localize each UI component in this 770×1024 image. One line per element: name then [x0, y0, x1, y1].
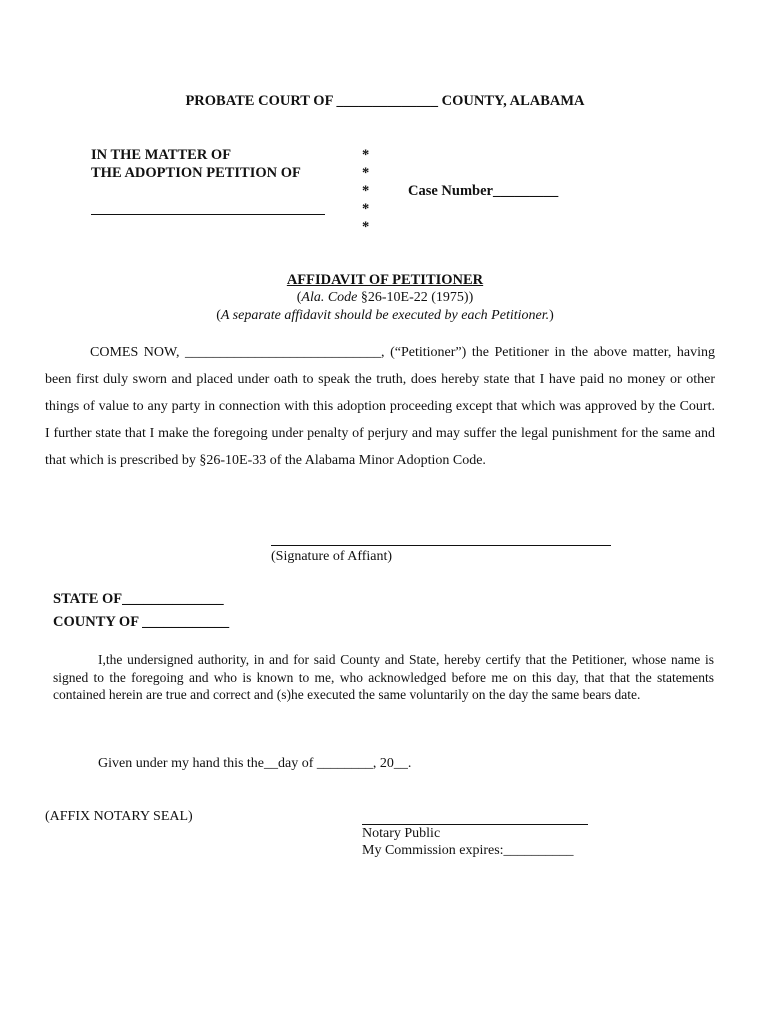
signature-caption: (Signature of Affiant)	[271, 549, 393, 564]
separate-affidavit-note	[0, 308, 770, 324]
caption-star: *	[362, 201, 370, 217]
notary-certification	[53, 651, 714, 704]
affix-notary-seal: (AFFIX NOTARY SEAL)	[45, 809, 193, 824]
notary-certification-text: I,the undersigned authority, in and for said County and State, hereby certify that the Petitioner, whose name is signed to the foregoing and who is known to me, who acknowledged before me on this day, that that the statements contained herein are true and correct and (s)he executed the same voluntarily on the day the same bears date.	[53, 652, 714, 702]
caption-star: *	[362, 147, 370, 163]
adoption-petition-label: THE ADOPTION PETITION OF	[91, 165, 301, 181]
court-title: PROBATE COURT OF ______________ COUNTY, ALABAMA	[185, 93, 585, 109]
note-open: (	[216, 308, 221, 323]
code-ref-italic: Ala. Code	[301, 290, 358, 305]
code-reference	[0, 290, 770, 306]
affidavit-body	[45, 339, 715, 474]
caption-star: *	[362, 183, 370, 199]
caption-star: *	[362, 165, 370, 181]
notary-public-label: Notary Public	[362, 826, 441, 841]
signature-line[interactable]	[271, 545, 611, 546]
note-italic: A separate affidavit should be executed by each Petitioner.	[220, 308, 550, 323]
affidavit-title: AFFIDAVIT OF PETITIONER	[286, 272, 484, 288]
petitioner-name-line[interactable]	[91, 214, 325, 215]
affidavit-body-text: COMES NOW, ____________________________, (“Petitioner”) the Petitioner in the above matter, having been first duly sworn and placed under oath to speak the truth, does hereby state that I have paid no money or other things of value to any party in connection with this adoption proceeding except that which was approved by the Court. I further state that I make the foregoing under penalty of perjury and may suffer the legal punishment for the same and that which is prescribed by §26-10E-33 of the Alabama Minor Adoption Code.	[45, 345, 715, 468]
county-of-field[interactable]: COUNTY OF ____________	[53, 614, 230, 630]
caption-star: *	[362, 219, 370, 235]
case-number-field[interactable]: Case Number_________	[408, 183, 559, 199]
given-under-hand: Given under my hand this the__day of ________, 20__.	[98, 756, 412, 771]
commission-expires: My Commission expires:__________	[362, 843, 574, 858]
notary-signature-line[interactable]	[362, 824, 588, 825]
note-close: )	[549, 308, 554, 323]
matter-label: IN THE MATTER OF	[91, 147, 232, 163]
code-ref-open: (	[296, 290, 302, 305]
state-of-field[interactable]: STATE OF______________	[53, 591, 224, 607]
code-ref-rest: §26-10E-22 (1975))	[357, 290, 474, 305]
